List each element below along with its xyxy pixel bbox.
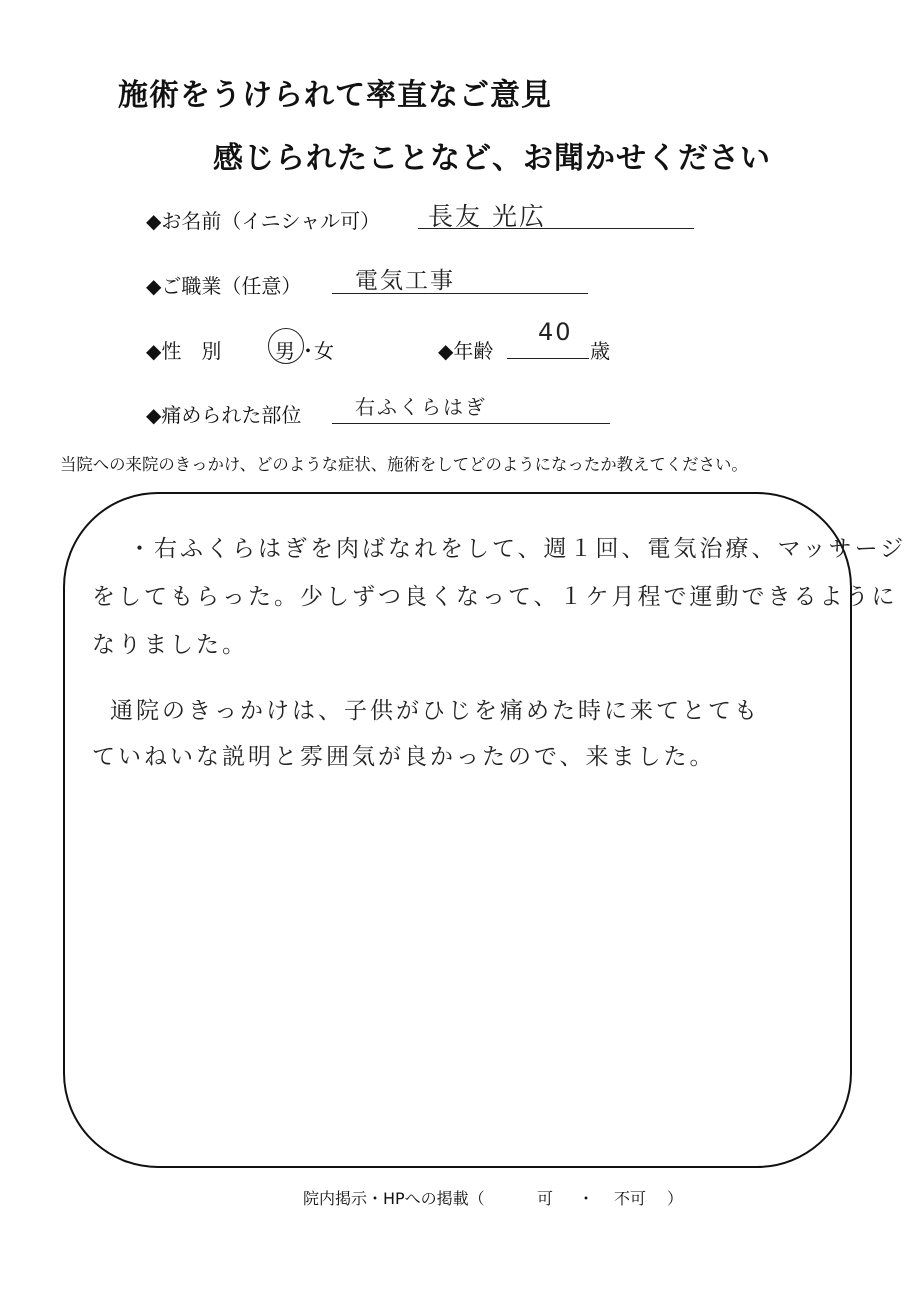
injury-value: 右ふくらはぎ [355,395,487,419]
name-label: ◆お名前（イニシャル可） [146,209,381,233]
name-value: 長友 光広 [428,202,546,231]
age-value: 40 [538,318,573,346]
footer-label: 院内掲示・HPへの掲載（ [303,1189,485,1208]
heading-line-2: 感じられたことなど、お聞かせください [213,141,771,176]
gender-separator: ・ [298,339,318,363]
name-underline [418,228,694,229]
answer-line-4: 通院のきっかけは、子供がひじを痛めた時に来てとても [110,698,760,724]
gender-label: ◆性 別 [146,339,222,363]
occupation-label: ◆ご職業（任意） [146,274,302,298]
age-underline [507,358,589,359]
footer-close: ） [667,1189,684,1208]
injury-underline [332,423,610,424]
injury-label: ◆痛められた部位 [146,403,302,427]
age-unit: 歳 [590,339,610,363]
age-label: ◆年齢 [438,339,494,363]
answer-line-3: なりました。 [92,632,248,658]
occupation-underline [332,293,588,294]
answer-line-2: をしてもらった。少しずつ良くなって、１ケ月程で運動できるように [92,584,898,610]
question-text: 当院への来院のきっかけ、どのような症状、施術をしてどのようになったか教えてください。 [60,455,748,474]
gender-male: 男 [275,339,295,363]
footer-ok: 可 [537,1189,554,1208]
occupation-value: 電気工事 [355,268,455,294]
gender-female: 女 [314,339,334,363]
heading-line-1: 施術をうけられて率直なご意見 [118,78,552,113]
footer-ng: 不可 [614,1189,647,1208]
answer-line-5: ていねいな説明と雰囲気が良かったので、来ました。 [92,744,716,770]
answer-line-1: ・右ふくらはぎを肉ばなれをして、週１回、電気治療、マッサージ [128,536,907,562]
footer-dot: ・ [578,1189,595,1208]
